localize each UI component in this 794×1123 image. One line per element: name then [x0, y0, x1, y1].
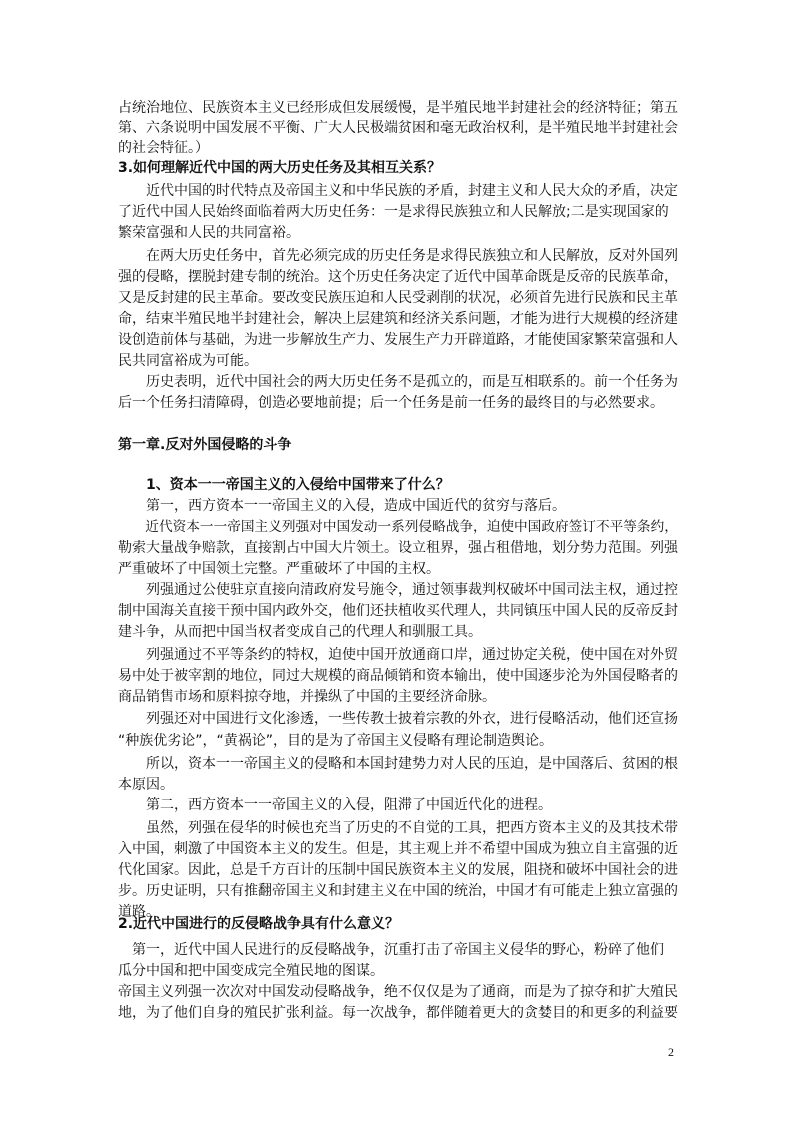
text-line: 第、六条说明中国发展不平衡、广大人民极端贫困和毫无政治权利，是半殖民地半封建社会	[118, 120, 678, 136]
text-line: 民共同富裕成为可能。	[118, 353, 258, 369]
text-line: 后一个任务扫清障碍，创造必要地前提；后一个任务是前一任务的最终目的与必然要求。	[118, 395, 664, 411]
text-line: 在两大历史任务中，首先必须完成的历史任务是求得民族独立和人民解放，反对外国列	[118, 248, 678, 264]
text-line: 占统治地位、民族资本主义已经形成但发展缓慢，是半殖民地半封建社会的经济特征；第五	[118, 100, 678, 116]
text-line: 又是反封建的民主革命。要改变民族压迫和人民受剥削的状况，必须首先进行民族和民主革	[118, 290, 678, 306]
text-line: 了近代中国人民始终面临着两大历史任务：一是求得民族独立和人民解放;二是实现国家的	[118, 204, 669, 220]
text-line: 建斗争，从而把中国当权者变成自己的代理人和驯服工具。	[118, 624, 482, 640]
section-heading: 第一章.反对外国侵略的斗争	[118, 437, 292, 453]
text-line: 步。历史证明，只有推翻帝国主义和封建主义在中国的统治，中国才有可能走上独立富强的	[118, 883, 678, 899]
text-line: 易中处于被宰割的地位，同过大规模的商品倾销和资本输出，使中国逐步沦为外国侵略者的	[118, 668, 678, 684]
text-line: 列强通过公使驻京直接向清政府发号施令，通过领事裁判权破坏中国司法主权，通过控	[118, 582, 678, 598]
text-line: 严重破坏了中国领土完整。严重破坏了中国的主权。	[118, 561, 440, 577]
page-number: 2	[668, 1045, 674, 1059]
section-heading: 3.如何理解近代中国的两大历史任务及其相互关系？	[118, 160, 442, 176]
text-line: 地，为了他们自身的殖民扩张利益。每一次战争，都伴随着更大的贪婪目的和更多的利益要	[118, 1005, 678, 1021]
text-line: 勒索大量战争赔款，直接割占中国大片领土。设立租界，强占租借地，划分势力范围。列强	[118, 540, 678, 556]
text-line: 第二，西方资本一一帝国主义的入侵，阻滞了中国近代化的进程。	[118, 797, 552, 813]
text-line: “种族优劣论”，“黄祸论”，目的是为了帝国主义侵略有理论制造舆论。	[118, 733, 554, 749]
text-line: 历史表明，近代中国社会的两大历史任务不是孤立的，而是互相联系的。前一个任务为	[118, 374, 678, 390]
text-line: 的社会特征。）	[118, 140, 209, 156]
text-line: 本原因。	[118, 777, 174, 793]
text-line: 道路。	[118, 904, 160, 920]
section-heading: 2.近代中国进行的反侵略战争具有什么意义？	[118, 916, 400, 932]
text-line: 入中国，刺激了中国资本主义的发生。但是，其主观上并不希望中国成为独立自主富强的近	[118, 841, 678, 857]
text-line: 强的侵略，摆脱封建专制的统治。这个历史任务决定了近代中国革命既是反帝的民族革命，	[118, 269, 678, 285]
text-line: 瓜分中国和把中国变成完全殖民地的图谋。	[118, 963, 384, 979]
text-line: 商品销售市场和原料掠夺地，并操纵了中国的主要经济命脉。	[118, 689, 496, 705]
text-line: 帝国主义列强一次次对中国发动侵略战争，绝不仅仅是为了通商，而是为了掠夺和扩大殖民	[118, 984, 678, 1000]
text-line: 虽然，列强在侵华的时候也充当了历史的不自觉的工具，把西方资本主义的及其技术带	[118, 820, 678, 836]
text-line: 近代中国的时代特点及帝国主义和中华民族的矛盾，封建主义和人民大众的矛盾，决定	[118, 183, 678, 199]
text-line: 第一，西方资本一一帝国主义的入侵，造成中国近代的贫穷与落后。	[118, 498, 566, 514]
text-line: 制中国海关直接干预中国内政外交，他们还扶植收买代理人，共同镇压中国人民的反帝反封	[118, 603, 678, 619]
text-line: 列强还对中国进行文化渗透，一些传教士披着宗教的外衣，进行侵略活动，他们还宣扬	[118, 711, 678, 727]
text-line: 列强通过不平等条约的特权，迫使中国开放通商口岸，通过协定关税，使中国在对外贸	[118, 647, 678, 663]
section-heading: 1、资本一一帝国主义的入侵给中国带来了什么？	[118, 477, 450, 493]
text-line: 代化国家。因此，总是千方百计的压制中国民族资本主义的发展，阻挠和破坏中国社会的进	[118, 862, 678, 878]
text-line: 繁荣富强和人民的共同富裕。	[118, 225, 300, 241]
text-line: 命，结束半殖民地半封建社会，解决上层建筑和经济关系问题，才能为进行大规模的经济建	[118, 311, 678, 327]
text-line: 近代资本一一帝国主义列强对中国发动一系列侵略战争，迫使中国政府签订不平等条约，	[118, 519, 678, 535]
text-line: 第一，近代中国人民进行的反侵略战争，沉重打击了帝国主义侵华的野心，粉碎了他们	[118, 942, 664, 958]
text-line: 所以，资本一一帝国主义的侵略和本国封建势力对人民的压迫，是中国落后、贫困的根	[118, 756, 678, 772]
text-line: 设创造前体与基础，为进一步解放生产力、发展生产力开辟道路，才能使国家繁荣富强和人	[118, 332, 678, 348]
